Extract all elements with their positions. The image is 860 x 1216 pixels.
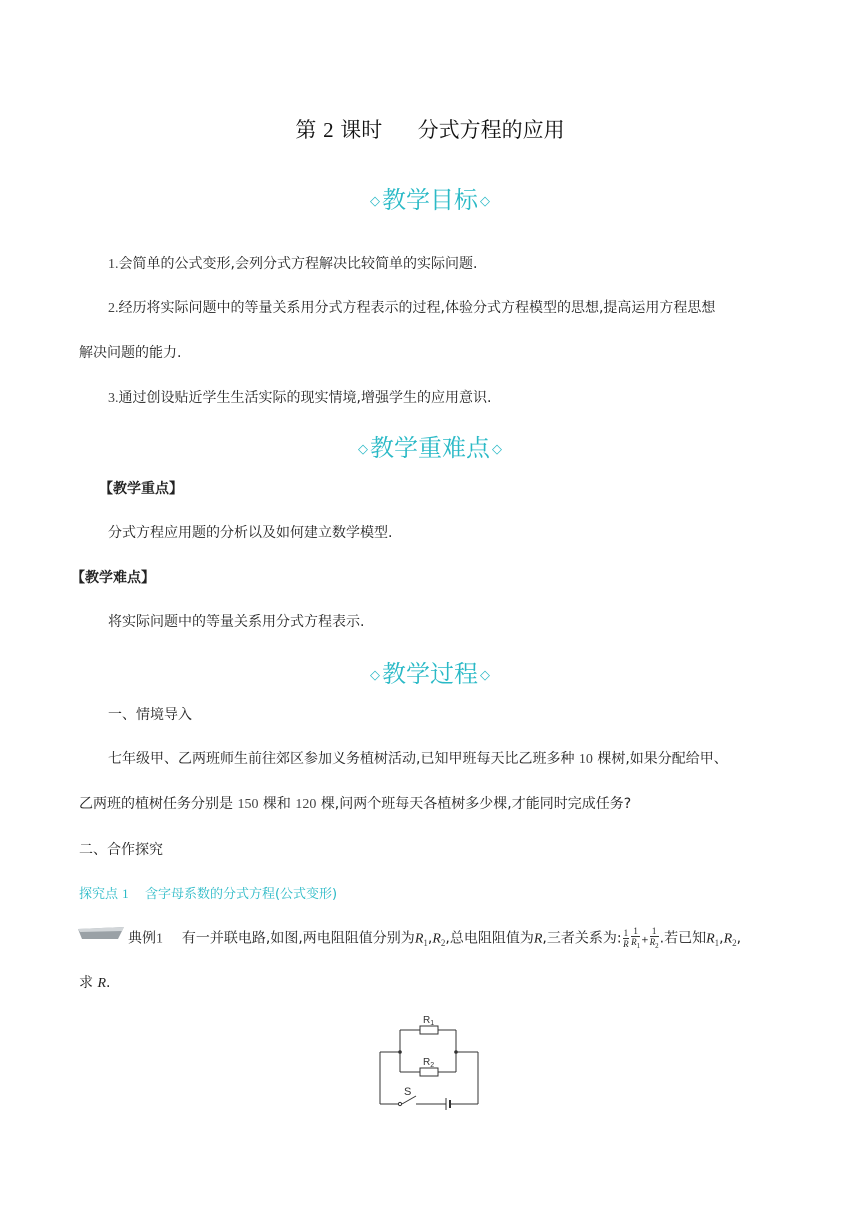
example-text: ,	[427, 930, 433, 947]
goal-item	[108, 298, 715, 319]
fraction-1-over-r: $\frac{1}{R}$	[623, 927, 629, 949]
example-line1: 典例1 有一并联电路,如图,两电阻阻值分别为$R_1,R_2$,总电阻阻值为R,三者关系为: $\frac{1}{R}$ $\frac{1}{R_1}$ + $\frac{1}{R_2}$ .若已知$R_1,R_2$,	[128, 926, 742, 950]
intro-text: 棵和	[262, 796, 291, 812]
example-text: 有一并联电路,如图,两电阻阻值分别为	[181, 930, 415, 947]
subscript: 1	[714, 938, 720, 949]
subscript: 2	[440, 938, 446, 949]
subscript: 1	[423, 938, 428, 949]
explore-heading: 二、合作探究	[79, 842, 163, 858]
section-heading-key-points	[0, 428, 860, 463]
resistor-symbol: R	[414, 931, 424, 947]
example-text: ,	[736, 930, 742, 947]
section-heading-goals	[0, 180, 860, 215]
focus-label: 【教学重点】	[99, 481, 183, 497]
intro-heading: 一、情境导入	[108, 707, 192, 723]
example-label: 典例	[128, 930, 156, 947]
intro-number: 150	[237, 797, 259, 812]
example-text: 求	[79, 975, 93, 991]
goal-text: 会简单的公式变形,会列分式方程解决比较简单的实际问题.	[118, 256, 478, 272]
intro-text: 七年级甲、乙两班师生前往郊区参加义务植树活动,已知甲班每天比乙班多种	[108, 751, 575, 767]
diamond-icon: ◇	[358, 442, 368, 457]
fraction-1-over-r1: $\frac{1}{R_1}$	[631, 926, 641, 950]
explore-point-label: 探究点	[79, 887, 119, 902]
intro-number: 10	[578, 752, 593, 767]
resistor-symbol: R	[533, 931, 543, 947]
section-title: 教学目标	[382, 186, 478, 214]
intro-text: 棵树,如果分配给甲、	[597, 751, 728, 767]
example-tag-icon	[78, 927, 126, 941]
resistor-symbol: R	[97, 976, 107, 991]
page-title	[0, 114, 860, 144]
fraction-1-over-r2: $\frac{1}{R_2}$	[649, 926, 659, 950]
example-text: ,三者关系为:	[542, 930, 622, 947]
section-heading-process	[0, 654, 860, 689]
title-topic: 分式方程的应用	[417, 118, 565, 142]
goal-number: 2.	[108, 301, 119, 316]
difficulty-text: 将实际问题中的等量关系用分式方程表示.	[108, 614, 365, 630]
resistor-symbol: R	[723, 931, 733, 947]
goal-text: 通过创设贴近学生生活实际的现实情境,增强学生的应用意识.	[118, 390, 492, 406]
resistor-r1-shape	[420, 1026, 438, 1034]
example-text: .	[106, 975, 111, 991]
goal-number: 1.	[108, 257, 119, 272]
diamond-icon: ◇	[480, 668, 490, 683]
resistor-r2-label: $R_2$	[423, 1057, 435, 1069]
diamond-icon: ◇	[370, 668, 380, 683]
example-line2	[79, 973, 110, 994]
title-number: 2	[323, 118, 334, 142]
intro-paragraph-line2	[79, 794, 631, 815]
intro-number: 120	[295, 797, 317, 812]
example-text: ,	[719, 930, 724, 947]
parallel-circuit-diagram	[370, 1008, 490, 1112]
goal-continuation	[79, 343, 181, 363]
title-part: 第	[295, 118, 317, 142]
example-text: .若已知	[659, 930, 707, 947]
diamond-icon: ◇	[370, 194, 380, 209]
diamond-icon: ◇	[480, 194, 490, 209]
goal-text: 解决问题的能力.	[79, 345, 182, 361]
difficulty-label: 【教学难点】	[71, 570, 155, 586]
resistor-r2-shape	[420, 1068, 438, 1076]
resistor-symbol: R	[432, 931, 441, 947]
explore-point	[79, 884, 337, 905]
diamond-icon: ◇	[492, 442, 502, 457]
subscript: 2	[732, 938, 737, 949]
resistor-symbol: R	[706, 931, 715, 947]
intro-text: 棵,问两个班每天各植树多少棵,才能同时完成任务?	[320, 796, 632, 812]
intro-text: 乙两班的植树任务分别是	[79, 796, 233, 812]
example-text: ,总电阻阻值为	[445, 930, 534, 947]
goal-item	[108, 254, 477, 275]
focus-text: 分式方程应用题的分析以及如何建立数学模型.	[108, 525, 393, 541]
goal-number: 3.	[108, 391, 119, 406]
explore-point-title: 含字母系数的分式方程(公式变形)	[144, 887, 338, 902]
example-number: 1	[156, 931, 163, 947]
explore-point-number: 1	[122, 886, 129, 901]
section-title: 教学重难点	[370, 434, 490, 462]
resistor-r1-label: $R_1$	[423, 1015, 435, 1027]
intro-paragraph-line1	[108, 749, 728, 770]
switch-label: S	[404, 1086, 412, 1098]
section-title: 教学过程	[382, 660, 478, 688]
goal-text: 经历将实际问题中的等量关系用分式方程表示的过程,体验分式方程模型的思想,提高运用方程思想	[118, 300, 716, 316]
title-part: 课时	[340, 118, 383, 142]
goal-item	[108, 388, 491, 409]
